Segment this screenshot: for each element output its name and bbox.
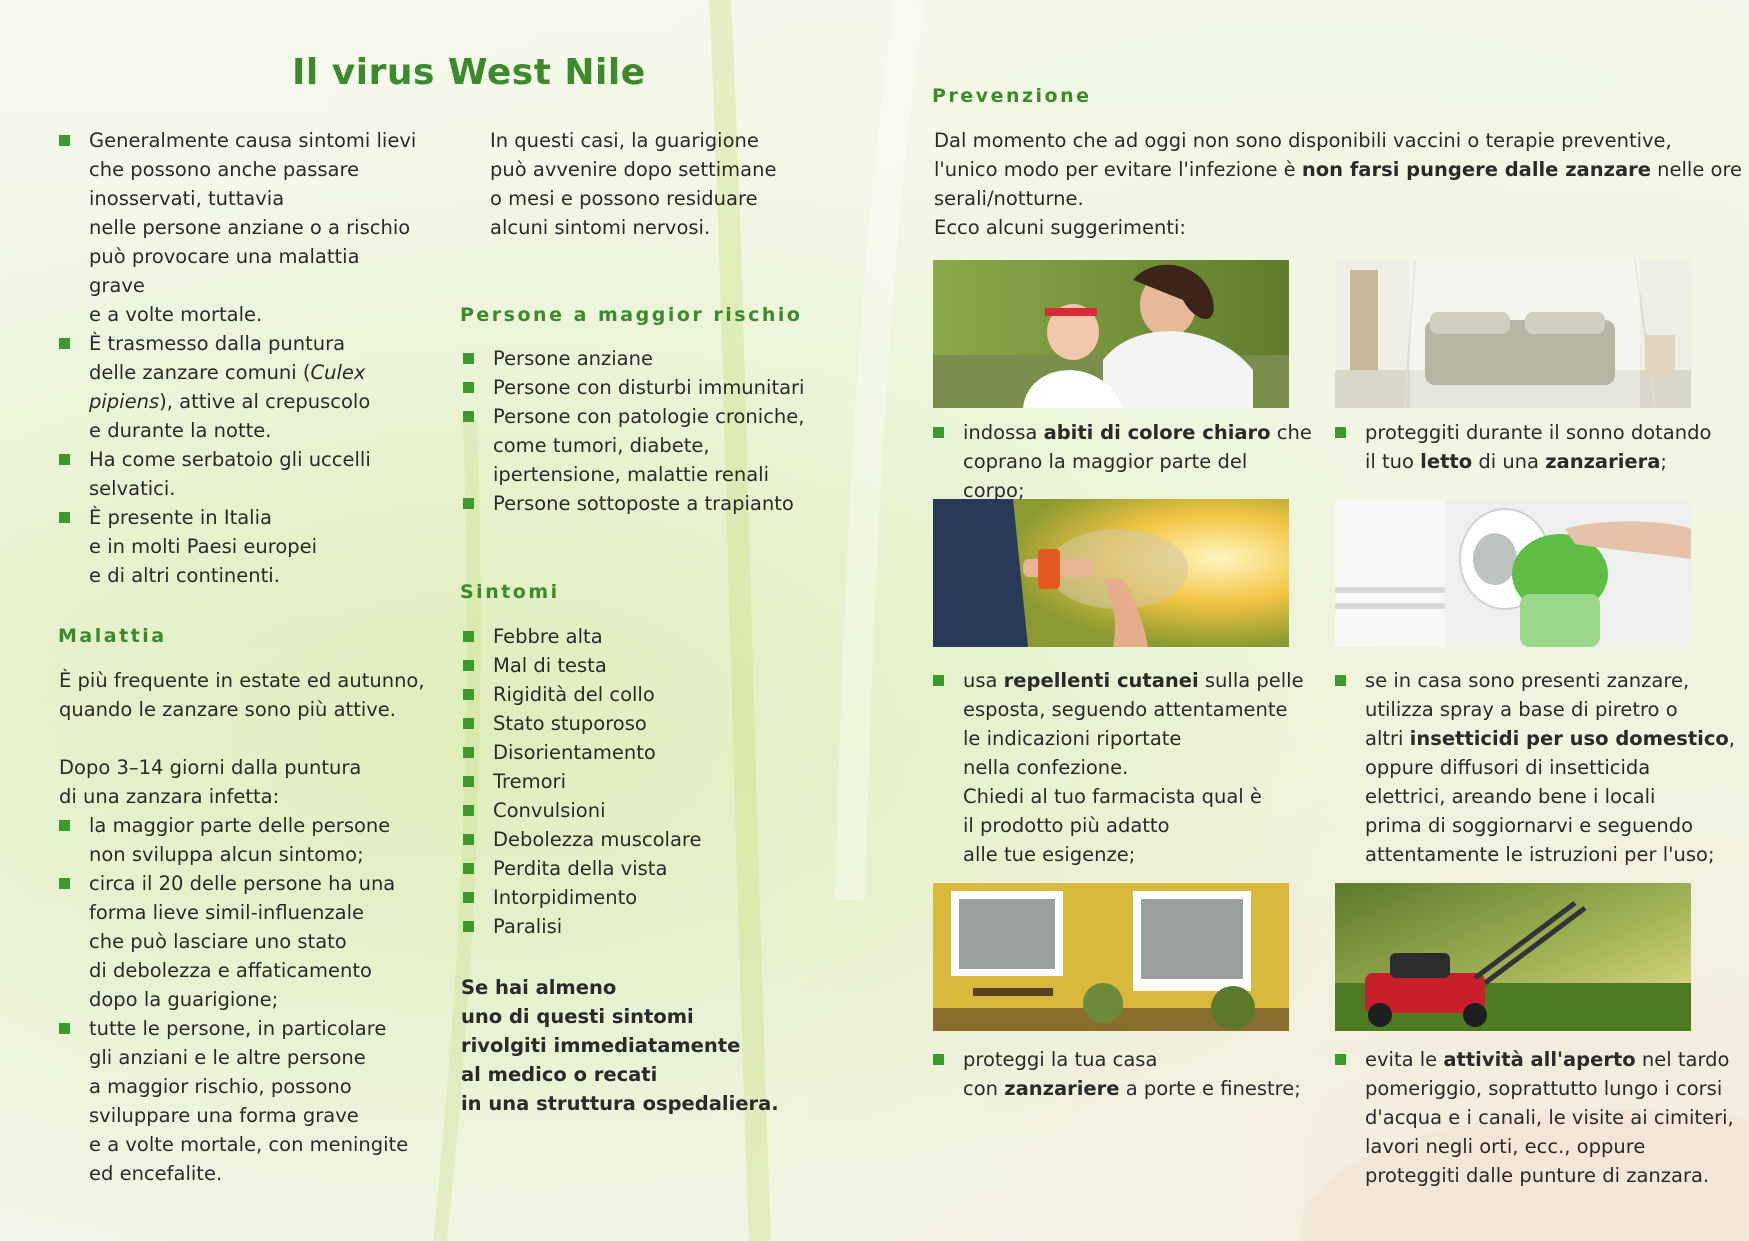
- list-item: Persone con patologie croniche, come tumori, diabete, ipertensione, malattie renali: [463, 402, 823, 489]
- list-item: tutte le persone, in particolare gli anziani e le altre persone a maggior rischio, possono sviluppare una forma grave e a volte mortale, con meningite ed encefalite.: [59, 1014, 419, 1188]
- bullet-square-icon: [59, 454, 70, 465]
- bullet-square-icon: [59, 1023, 70, 1034]
- bullet-square-icon: [59, 878, 70, 889]
- bullet-square-icon: [463, 863, 474, 874]
- list-item: Paralisi: [463, 912, 823, 941]
- house-window-photo: [933, 883, 1289, 1031]
- prevenzione-intro: Dal momento che ad oggi non sono disponibili vaccini o terapie preventive, l'unico modo per evitare l'infezione è non farsi pungere dalle zanzare nelle ore serali/notturne. Ecco alcuni suggerimenti:: [934, 129, 1743, 239]
- bullet-square-icon: [463, 892, 474, 903]
- list-item: È presente in Italia e in molti Paesi europei e di altri continenti.: [59, 503, 419, 590]
- list-item: Persone sottoposte a trapianto: [463, 489, 823, 518]
- tip-outdoor: [1335, 1045, 1740, 1190]
- page-title: Il virus West Nile: [292, 52, 646, 93]
- bullet-square-icon: [59, 338, 70, 349]
- lawnmower-photo: [1335, 883, 1691, 1031]
- bullet-square-icon: [463, 382, 474, 393]
- tip-repellent: [933, 666, 1313, 869]
- rischio-list: [463, 344, 823, 518]
- list-item: se in casa sono presenti zanzare, utilizza spray a base di piretro o altri insetticidi per uso domestico, oppure diffusori di insetticida elettrici, areando bene i locali prima di soggiornarvi e seguendo attentamente le istruzioni per l'uso;: [1335, 666, 1740, 869]
- bullet-square-icon: [933, 427, 944, 438]
- plug-diffuser-photo: [1335, 499, 1691, 647]
- bullet-square-icon: [59, 135, 70, 146]
- tip-insecticide: [1335, 666, 1740, 869]
- section-heading-prevenzione: Prevenzione: [932, 85, 1092, 107]
- list-item: Debolezza muscolare: [463, 825, 823, 854]
- bullet-square-icon: [1335, 427, 1346, 438]
- list-item: Generalmente causa sintomi lievi che possono anche passare inosservati, tuttavia nelle persone anziane o a rischio può provocare una malattia grave e a volte mortale.: [59, 126, 419, 329]
- spray-photo: [933, 499, 1289, 647]
- list-item: usa repellenti cutanei sulla pelle esposta, seguendo attentamente le indicazioni riportate nella confezione. Chiedi al tuo farmacista qual è il prodotto più adatto alle tue esigenze;: [933, 666, 1313, 869]
- bullet-square-icon: [1335, 1054, 1346, 1065]
- symptoms-warning: Se hai almeno uno di questi sintomi rivolgiti immediatamente al medico o recati in una struttura ospedaliera.: [461, 976, 779, 1115]
- bullet-square-icon: [59, 512, 70, 523]
- mother-child-photo: [933, 260, 1289, 408]
- list-item: Disorientamento: [463, 738, 823, 767]
- list-item: evita le attività all'aperto nel tardo pomeriggio, soprattutto lungo i corsi d'acqua e i canali, le visite ai cimiteri, lavori negli orti, ecc., oppure proteggiti dalle punture di zanzara.: [1335, 1045, 1740, 1190]
- list-item: la maggior parte delle persone non sviluppa alcun sintomo;: [59, 811, 419, 869]
- bullet-square-icon: [463, 921, 474, 932]
- list-item: Persone con disturbi immunitari: [463, 373, 823, 402]
- bullet-square-icon: [1335, 675, 1346, 686]
- bullet-square-icon: [933, 1054, 944, 1065]
- section-heading-sintomi: Sintomi: [460, 581, 560, 603]
- list-item: proteggiti durante il sonno dotando il tuo letto di una zanzariera;: [1335, 418, 1735, 476]
- bullet-square-icon: [933, 675, 944, 686]
- list-item: Tremori: [463, 767, 823, 796]
- intro-list: [59, 126, 419, 590]
- list-item: Febbre alta: [463, 622, 823, 651]
- bullet-square-icon: [463, 805, 474, 816]
- list-item: Intorpidimento: [463, 883, 823, 912]
- bullet-square-icon: [463, 747, 474, 758]
- section-heading-rischio: Persone a maggior rischio: [460, 304, 803, 326]
- malattia-paragraph-1: È più frequente in estate ed autunno, quando le zanzare sono più attive.: [59, 669, 425, 721]
- bullet-square-icon: [463, 660, 474, 671]
- bed-net-photo: [1335, 260, 1691, 408]
- bullet-square-icon: [463, 411, 474, 422]
- sintomi-list: [463, 622, 823, 941]
- list-item: Persone anziane: [463, 344, 823, 373]
- bullet-square-icon: [463, 834, 474, 845]
- tip-clothing: [933, 418, 1313, 505]
- bullet-square-icon: [463, 353, 474, 364]
- list-item: Perdita della vista: [463, 854, 823, 883]
- bullet-square-icon: [59, 820, 70, 831]
- bullet-square-icon: [463, 498, 474, 509]
- section-heading-malattia: Malattia: [58, 625, 167, 647]
- intro-continuation: In questi casi, la guarigione può avvenire dopo settimane o mesi e possono residuare alcuni sintomi nervosi.: [490, 129, 777, 239]
- malattia-list: [59, 811, 419, 1188]
- list-item: circa il 20 delle persone ha una forma lieve simil-influenzale che può lasciare uno stato di debolezza e affaticamento dopo la guarigione;: [59, 869, 419, 1014]
- list-item: Rigidità del collo: [463, 680, 823, 709]
- list-item: Stato stuporoso: [463, 709, 823, 738]
- tip-window-screens: [933, 1045, 1313, 1103]
- malattia-paragraph-2: Dopo 3–14 giorni dalla puntura di una zanzara infetta:: [59, 756, 362, 808]
- list-item: Ha come serbatoio gli uccelli selvatici.: [59, 445, 419, 503]
- bullet-square-icon: [463, 718, 474, 729]
- list-item: È trasmesso dalla puntura delle zanzare comuni (Culex pipiens), attive al crepuscolo e durante la notte.: [59, 329, 419, 445]
- list-item: Mal di testa: [463, 651, 823, 680]
- list-item: Convulsioni: [463, 796, 823, 825]
- bullet-square-icon: [463, 631, 474, 642]
- bullet-square-icon: [463, 689, 474, 700]
- list-item: proteggi la tua casa con zanzariere a porte e finestre;: [933, 1045, 1313, 1103]
- list-item: indossa abiti di colore chiaro che coprano la maggior parte del corpo;: [933, 418, 1313, 505]
- tip-bed-net: [1335, 418, 1735, 476]
- bullet-square-icon: [463, 776, 474, 787]
